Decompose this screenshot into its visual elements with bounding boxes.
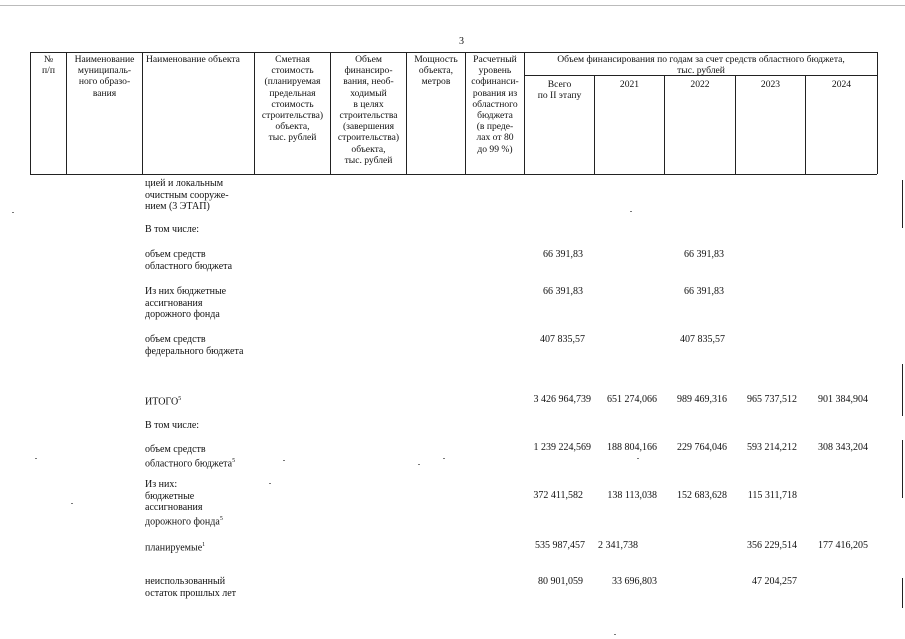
row-road-fund-2022: 66 391,83 (684, 286, 724, 297)
row-total-2022: 989 469,316 (677, 394, 727, 405)
row-total-2024: 901 384,904 (818, 394, 868, 405)
row-road-fund-2-2021: 138 113,038 (607, 490, 657, 501)
header-estimate: Сметная стоимость (планируемая предельная стоимость строительства) объекта, тыс. рублей (261, 54, 324, 144)
row-planned-total: 535 987,457 (535, 540, 585, 551)
row-federal-budget-total: 407 835,57 (540, 334, 585, 345)
row-unused-balance-total: 80 901,059 (538, 576, 583, 587)
row-federal-budget-2022: 407 835,57 (680, 334, 725, 345)
row-regional-budget-label: объем средств областного бюджета (145, 249, 233, 272)
row-road-fund-label: Из них бюджетные ассигнования дорожного фонда (145, 286, 227, 321)
row-total-label: ИТОГО$^5$ (145, 396, 182, 408)
row-total-2021: 651 274,066 (607, 394, 657, 405)
header-year-2023: 2023 (760, 79, 781, 90)
row-total-sum: 3 426 964,739 (533, 394, 591, 405)
row-road-fund-2-total: 372 411,582 (533, 490, 583, 501)
header-total: Всего по II этапу (537, 79, 582, 102)
header-object: Наименование объекта (146, 54, 240, 65)
row-unused-balance-2021: 33 696,803 (612, 576, 657, 587)
scan-edge-mark (902, 578, 903, 608)
row-regional-budget-total: 66 391,83 (543, 249, 583, 260)
header-municipality: Наименование муниципаль- ного образо- вания (74, 54, 135, 99)
row-planned-label: планируемые$^1$ (145, 542, 206, 554)
header-cofinancing-level: Расчетный уровень софинанси- рования из областного бюджета (в преде- лах от 80 до 99 %) (471, 54, 519, 155)
row-federal-budget-label: объем средств федерального бюджета (145, 334, 244, 357)
row-planned-2021: 2 341,738 (598, 540, 638, 551)
row-including-label-2: В том числе: (145, 420, 200, 431)
header-year-2022: 2022 (690, 79, 710, 90)
row-planned-2023: 356 229,514 (747, 540, 797, 551)
row-road-fund-total: 66 391,83 (543, 286, 583, 297)
row-regional-budget-2-2024: 308 343,204 (818, 442, 868, 453)
scan-edge-mark (902, 440, 903, 498)
header-capacity: Мощность объекта, метров (414, 54, 458, 88)
row-road-fund-2-2022: 152 683,628 (677, 490, 727, 501)
row-regional-budget-2022: 66 391,83 (684, 249, 724, 260)
row-including-label: В том числе: (145, 224, 200, 235)
row-regional-budget-2-total: 1 239 224,569 (533, 442, 591, 453)
row-regional-budget-2-2022: 229 764,046 (677, 442, 727, 453)
header-volume: Объем финансиро- вания, необ- ходимый в целях строительства (завершения строительства) объекта, тыс. рублей (337, 54, 400, 166)
scan-edge-mark (902, 180, 903, 228)
row-unused-balance-label: неиспользованный остаток прошлых лет (145, 576, 237, 599)
row-unused-balance-2023: 47 204,257 (752, 576, 797, 587)
row-planned-2024: 177 416,205 (818, 540, 868, 551)
row-regional-budget-2-2021: 188 804,166 (607, 442, 657, 453)
row-object-continuation: цией и локальным очистным сооруже- нием (3 ЭТАП) (145, 178, 229, 213)
row-road-fund-label-2: Из них: бюджетные ассигнования дорожного фонда$^5$ (145, 479, 223, 528)
scan-edge-line (0, 5, 905, 6)
header-year-2021: 2021 (619, 79, 640, 90)
scan-edge-mark (902, 364, 903, 416)
row-regional-budget-label-2: объем средств областного бюджета$^5$ (145, 444, 236, 469)
header-financing-group: Объем финансирования по годам за счет средств областного бюджета, тыс. рублей (557, 54, 845, 77)
row-regional-budget-2-2023: 593 214,212 (747, 442, 797, 453)
row-total-2023: 965 737,512 (747, 394, 797, 405)
header-number: № п/п (42, 54, 55, 77)
page-number: 3 (459, 36, 464, 47)
header-year-2024: 2024 (831, 79, 852, 90)
row-road-fund-2-2023: 115 311,718 (747, 490, 797, 501)
